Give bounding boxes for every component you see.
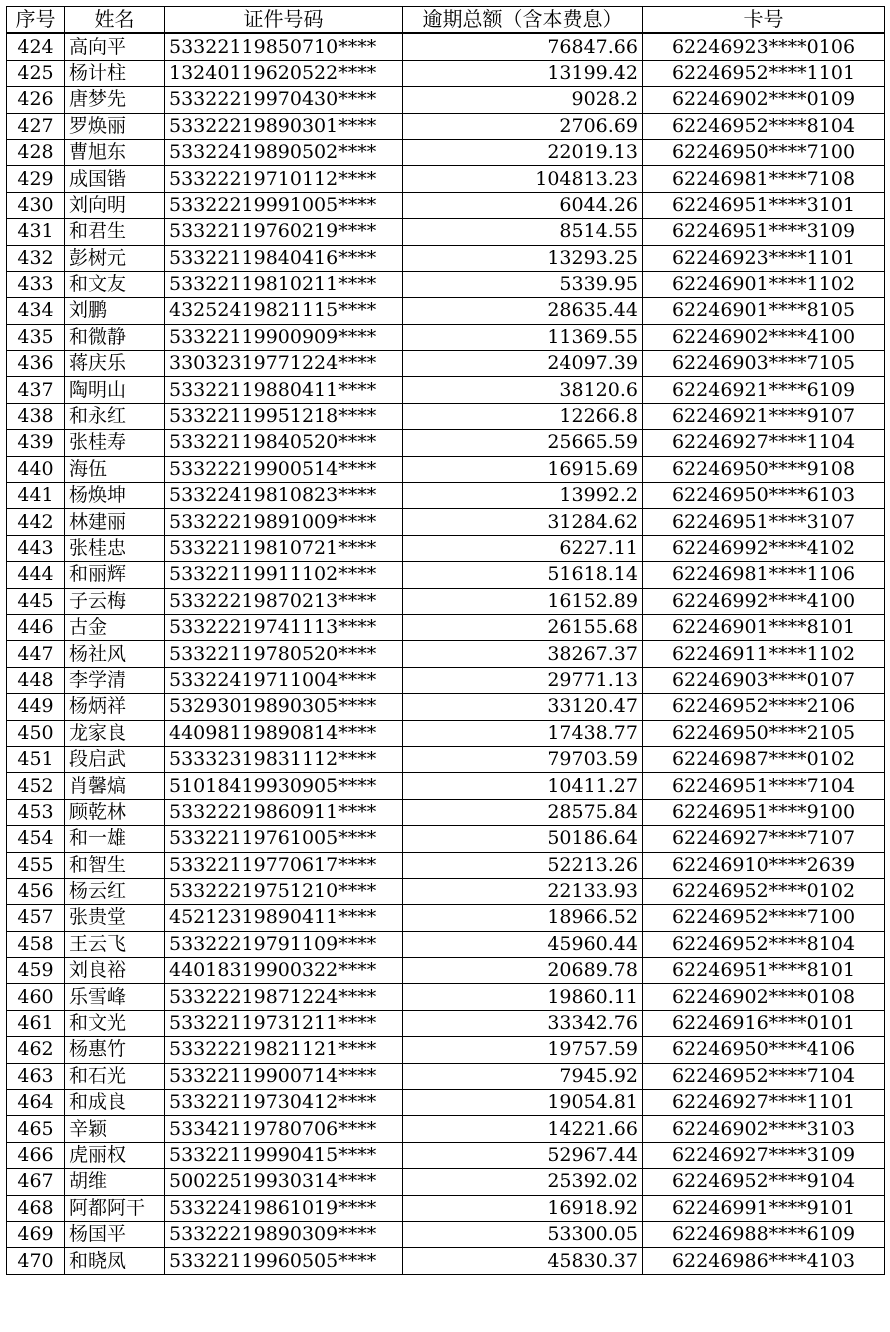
table-row <box>7 1169 885 1195</box>
cell-name: 杨炳祥 <box>65 694 165 720</box>
cell-card-number: 62246992****4100 <box>643 588 885 614</box>
cell-overdue-amount: 45830.37 <box>403 1248 643 1274</box>
cell-overdue-amount: 25392.02 <box>403 1169 643 1195</box>
cell-card-number: 62246901****8101 <box>643 614 885 640</box>
cell-seq: 456 <box>7 878 65 904</box>
cell-name: 蒋庆乐 <box>65 351 165 377</box>
cell-overdue-amount: 13199.42 <box>403 60 643 86</box>
cell-seq: 465 <box>7 1116 65 1142</box>
cell-card-number: 62246952****9104 <box>643 1169 885 1195</box>
cell-card-number: 62246950****7100 <box>643 139 885 165</box>
cell-id-number: 53322219970430**** <box>165 87 403 113</box>
table-row <box>7 483 885 509</box>
cell-id-number: 53322119780520**** <box>165 641 403 667</box>
table-row <box>7 720 885 746</box>
cell-card-number: 62246951****3107 <box>643 509 885 535</box>
table-row <box>7 1248 885 1274</box>
cell-overdue-amount: 33342.76 <box>403 1010 643 1036</box>
cell-card-number: 62246950****9108 <box>643 456 885 482</box>
cell-name: 杨焕坤 <box>65 483 165 509</box>
cell-card-number: 62246951****3109 <box>643 219 885 245</box>
cell-overdue-amount: 22133.93 <box>403 878 643 904</box>
table-row <box>7 614 885 640</box>
cell-seq: 466 <box>7 1142 65 1168</box>
cell-seq: 449 <box>7 694 65 720</box>
table-row <box>7 588 885 614</box>
cell-card-number: 62246901****8105 <box>643 298 885 324</box>
cell-card-number: 62246987****0102 <box>643 746 885 772</box>
header-seq: 序号 <box>7 7 65 34</box>
cell-overdue-amount: 79703.59 <box>403 746 643 772</box>
cell-name: 阿都阿干 <box>65 1195 165 1221</box>
cell-id-number: 53342119780706**** <box>165 1116 403 1142</box>
cell-id-number: 53322219821121**** <box>165 1037 403 1063</box>
cell-card-number: 62246992****4102 <box>643 535 885 561</box>
table-row <box>7 852 885 878</box>
cell-overdue-amount: 29771.13 <box>403 667 643 693</box>
cell-seq: 464 <box>7 1090 65 1116</box>
cell-seq: 447 <box>7 641 65 667</box>
cell-card-number: 62246986****4103 <box>643 1248 885 1274</box>
cell-seq: 448 <box>7 667 65 693</box>
cell-overdue-amount: 8514.55 <box>403 219 643 245</box>
cell-card-number: 62246952****0102 <box>643 878 885 904</box>
cell-seq: 432 <box>7 245 65 271</box>
cell-seq: 431 <box>7 219 65 245</box>
cell-card-number: 62246951****3101 <box>643 192 885 218</box>
cell-id-number: 53322419890502**** <box>165 139 403 165</box>
cell-id-number: 53322119731211**** <box>165 1010 403 1036</box>
cell-name: 张桂寿 <box>65 430 165 456</box>
table-row <box>7 298 885 324</box>
cell-name: 刘鹏 <box>65 298 165 324</box>
cell-seq: 470 <box>7 1248 65 1274</box>
cell-name: 刘良裕 <box>65 958 165 984</box>
cell-id-number: 53322219900514**** <box>165 456 403 482</box>
overdue-debtor-table <box>6 6 885 1275</box>
cell-overdue-amount: 19860.11 <box>403 984 643 1010</box>
cell-seq: 441 <box>7 483 65 509</box>
cell-card-number: 62246950****2105 <box>643 720 885 746</box>
cell-card-number: 62246952****8104 <box>643 113 885 139</box>
cell-id-number: 43252419821115**** <box>165 298 403 324</box>
cell-card-number: 62246991****9101 <box>643 1195 885 1221</box>
cell-seq: 438 <box>7 403 65 429</box>
cell-id-number: 53293019890305**** <box>165 694 403 720</box>
table-row <box>7 1037 885 1063</box>
cell-overdue-amount: 52213.26 <box>403 852 643 878</box>
table-row <box>7 87 885 113</box>
cell-name: 和石光 <box>65 1063 165 1089</box>
table-row <box>7 641 885 667</box>
cell-card-number: 62246921****6109 <box>643 377 885 403</box>
cell-card-number: 62246927****7107 <box>643 826 885 852</box>
cell-id-number: 53322219870213**** <box>165 588 403 614</box>
cell-card-number: 62246923****1101 <box>643 245 885 271</box>
cell-card-number: 62246902****0108 <box>643 984 885 1010</box>
cell-overdue-amount: 6227.11 <box>403 535 643 561</box>
cell-overdue-amount: 52967.44 <box>403 1142 643 1168</box>
cell-card-number: 62246923****0106 <box>643 33 885 60</box>
cell-seq: 467 <box>7 1169 65 1195</box>
cell-id-number: 53322119850710**** <box>165 33 403 60</box>
cell-name: 肖馨熇 <box>65 773 165 799</box>
cell-id-number: 53322119810211**** <box>165 271 403 297</box>
cell-seq: 461 <box>7 1010 65 1036</box>
cell-name: 彭树元 <box>65 245 165 271</box>
cell-overdue-amount: 10411.27 <box>403 773 643 799</box>
table-body <box>7 33 885 1274</box>
cell-name: 辛颖 <box>65 1116 165 1142</box>
cell-name: 乐雪峰 <box>65 984 165 1010</box>
cell-seq: 458 <box>7 931 65 957</box>
cell-card-number: 62246951****9100 <box>643 799 885 825</box>
cell-card-number: 62246902****4100 <box>643 324 885 350</box>
cell-card-number: 62246950****4106 <box>643 1037 885 1063</box>
cell-card-number: 62246952****7104 <box>643 1063 885 1089</box>
cell-seq: 450 <box>7 720 65 746</box>
cell-id-number: 53322219871224**** <box>165 984 403 1010</box>
cell-seq: 427 <box>7 113 65 139</box>
cell-id-number: 44098119890814**** <box>165 720 403 746</box>
cell-name: 陶明山 <box>65 377 165 403</box>
cell-id-number: 53322119900714**** <box>165 1063 403 1089</box>
cell-id-number: 50022519930314**** <box>165 1169 403 1195</box>
table-row <box>7 984 885 1010</box>
cell-card-number: 62246988****6109 <box>643 1221 885 1247</box>
table-row <box>7 931 885 957</box>
cell-id-number: 53322419861019**** <box>165 1195 403 1221</box>
header-overdue-amount: 逾期总额（含本费息） <box>403 7 643 34</box>
cell-name: 和一雄 <box>65 826 165 852</box>
header-card-number: 卡号 <box>643 7 885 34</box>
table-row <box>7 562 885 588</box>
cell-name: 和丽辉 <box>65 562 165 588</box>
cell-card-number: 62246927****3109 <box>643 1142 885 1168</box>
cell-name: 成国锴 <box>65 166 165 192</box>
cell-id-number: 53322119990415**** <box>165 1142 403 1168</box>
cell-id-number: 53322419711004**** <box>165 667 403 693</box>
cell-id-number: 53322219860911**** <box>165 799 403 825</box>
cell-overdue-amount: 19757.59 <box>403 1037 643 1063</box>
cell-id-number: 53322219741113**** <box>165 614 403 640</box>
cell-id-number: 53322119770617**** <box>165 852 403 878</box>
cell-overdue-amount: 38120.6 <box>403 377 643 403</box>
cell-name: 和智生 <box>65 852 165 878</box>
cell-seq: 443 <box>7 535 65 561</box>
table-row <box>7 746 885 772</box>
cell-seq: 452 <box>7 773 65 799</box>
cell-seq: 454 <box>7 826 65 852</box>
cell-card-number: 62246910****2639 <box>643 852 885 878</box>
cell-id-number: 53322119730412**** <box>165 1090 403 1116</box>
cell-name: 杨国平 <box>65 1221 165 1247</box>
cell-overdue-amount: 11369.55 <box>403 324 643 350</box>
table-row <box>7 773 885 799</box>
cell-name: 段启武 <box>65 746 165 772</box>
cell-overdue-amount: 28635.44 <box>403 298 643 324</box>
table-row <box>7 403 885 429</box>
cell-seq: 455 <box>7 852 65 878</box>
table-row <box>7 166 885 192</box>
cell-overdue-amount: 18966.52 <box>403 905 643 931</box>
table-row <box>7 430 885 456</box>
cell-id-number: 53322219710112**** <box>165 166 403 192</box>
cell-seq: 459 <box>7 958 65 984</box>
table-row <box>7 33 885 60</box>
cell-name: 和永红 <box>65 403 165 429</box>
cell-name: 张贵堂 <box>65 905 165 931</box>
cell-name: 张桂忠 <box>65 535 165 561</box>
cell-seq: 451 <box>7 746 65 772</box>
table-row <box>7 1010 885 1036</box>
cell-seq: 463 <box>7 1063 65 1089</box>
table-row <box>7 1142 885 1168</box>
table-row <box>7 219 885 245</box>
cell-card-number: 62246950****6103 <box>643 483 885 509</box>
cell-name: 和微静 <box>65 324 165 350</box>
cell-name: 杨社风 <box>65 641 165 667</box>
cell-name: 胡维 <box>65 1169 165 1195</box>
cell-card-number: 62246911****1102 <box>643 641 885 667</box>
cell-card-number: 62246916****0101 <box>643 1010 885 1036</box>
cell-overdue-amount: 76847.66 <box>403 33 643 60</box>
cell-id-number: 53322119840416**** <box>165 245 403 271</box>
cell-card-number: 62246902****3103 <box>643 1116 885 1142</box>
cell-seq: 436 <box>7 351 65 377</box>
cell-card-number: 62246903****0107 <box>643 667 885 693</box>
cell-id-number: 53322219890309**** <box>165 1221 403 1247</box>
cell-card-number: 62246951****8101 <box>643 958 885 984</box>
cell-id-number: 53322119900909**** <box>165 324 403 350</box>
cell-seq: 437 <box>7 377 65 403</box>
cell-name: 和成良 <box>65 1090 165 1116</box>
cell-name: 和君生 <box>65 219 165 245</box>
table-row <box>7 1195 885 1221</box>
cell-name: 海伍 <box>65 456 165 482</box>
cell-overdue-amount: 25665.59 <box>403 430 643 456</box>
cell-name: 杨计柱 <box>65 60 165 86</box>
cell-seq: 469 <box>7 1221 65 1247</box>
cell-overdue-amount: 17438.77 <box>403 720 643 746</box>
cell-overdue-amount: 13992.2 <box>403 483 643 509</box>
cell-overdue-amount: 9028.2 <box>403 87 643 113</box>
cell-overdue-amount: 16915.69 <box>403 456 643 482</box>
cell-name: 王云飞 <box>65 931 165 957</box>
cell-card-number: 62246981****1106 <box>643 562 885 588</box>
table-row <box>7 905 885 931</box>
cell-id-number: 53322219791109**** <box>165 931 403 957</box>
cell-id-number: 53322419810823**** <box>165 483 403 509</box>
cell-seq: 428 <box>7 139 65 165</box>
cell-name: 虎丽权 <box>65 1142 165 1168</box>
cell-seq: 424 <box>7 33 65 60</box>
cell-overdue-amount: 5339.95 <box>403 271 643 297</box>
table-row <box>7 113 885 139</box>
cell-card-number: 62246951****7104 <box>643 773 885 799</box>
cell-seq: 446 <box>7 614 65 640</box>
cell-overdue-amount: 20689.78 <box>403 958 643 984</box>
cell-name: 和文光 <box>65 1010 165 1036</box>
cell-name: 林建丽 <box>65 509 165 535</box>
cell-seq: 435 <box>7 324 65 350</box>
cell-id-number: 53332319831112**** <box>165 746 403 772</box>
cell-overdue-amount: 12266.8 <box>403 403 643 429</box>
cell-name: 曹旭东 <box>65 139 165 165</box>
cell-seq: 442 <box>7 509 65 535</box>
cell-id-number: 13240119620522**** <box>165 60 403 86</box>
cell-overdue-amount: 13293.25 <box>403 245 643 271</box>
cell-card-number: 62246901****1102 <box>643 271 885 297</box>
cell-seq: 434 <box>7 298 65 324</box>
cell-overdue-amount: 16152.89 <box>403 588 643 614</box>
table-row <box>7 535 885 561</box>
cell-name: 古金 <box>65 614 165 640</box>
cell-card-number: 62246981****7108 <box>643 166 885 192</box>
cell-overdue-amount: 33120.47 <box>403 694 643 720</box>
table-row <box>7 271 885 297</box>
table-header-row <box>7 7 885 34</box>
cell-overdue-amount: 28575.84 <box>403 799 643 825</box>
cell-seq: 426 <box>7 87 65 113</box>
cell-overdue-amount: 24097.39 <box>403 351 643 377</box>
table-row <box>7 667 885 693</box>
cell-seq: 460 <box>7 984 65 1010</box>
table-row <box>7 1221 885 1247</box>
cell-name: 子云梅 <box>65 588 165 614</box>
cell-card-number: 62246921****9107 <box>643 403 885 429</box>
cell-name: 唐梦先 <box>65 87 165 113</box>
cell-id-number: 53322219991005**** <box>165 192 403 218</box>
table-row <box>7 1063 885 1089</box>
header-id-number: 证件号码 <box>165 7 403 34</box>
cell-overdue-amount: 7945.92 <box>403 1063 643 1089</box>
cell-name: 罗焕丽 <box>65 113 165 139</box>
cell-card-number: 62246927****1101 <box>643 1090 885 1116</box>
cell-name: 刘向明 <box>65 192 165 218</box>
cell-id-number: 33032319771224**** <box>165 351 403 377</box>
cell-id-number: 45212319890411**** <box>165 905 403 931</box>
table-row <box>7 958 885 984</box>
cell-id-number: 53322219890301**** <box>165 113 403 139</box>
cell-seq: 439 <box>7 430 65 456</box>
cell-name: 龙家良 <box>65 720 165 746</box>
cell-name: 和文友 <box>65 271 165 297</box>
cell-seq: 440 <box>7 456 65 482</box>
cell-id-number: 53322219891009**** <box>165 509 403 535</box>
cell-seq: 444 <box>7 562 65 588</box>
cell-overdue-amount: 6044.26 <box>403 192 643 218</box>
cell-card-number: 62246902****0109 <box>643 87 885 113</box>
cell-overdue-amount: 53300.05 <box>403 1221 643 1247</box>
cell-id-number: 53322219751210**** <box>165 878 403 904</box>
cell-name: 李学清 <box>65 667 165 693</box>
cell-overdue-amount: 26155.68 <box>403 614 643 640</box>
cell-overdue-amount: 51618.14 <box>403 562 643 588</box>
table-row <box>7 694 885 720</box>
cell-id-number: 53322119911102**** <box>165 562 403 588</box>
table-row <box>7 456 885 482</box>
table-row <box>7 192 885 218</box>
cell-name: 顾乾林 <box>65 799 165 825</box>
cell-overdue-amount: 104813.23 <box>403 166 643 192</box>
table-row <box>7 245 885 271</box>
cell-overdue-amount: 38267.37 <box>403 641 643 667</box>
cell-seq: 433 <box>7 271 65 297</box>
cell-id-number: 53322119960505**** <box>165 1248 403 1274</box>
cell-seq: 430 <box>7 192 65 218</box>
table-row <box>7 324 885 350</box>
cell-card-number: 62246952****8104 <box>643 931 885 957</box>
cell-seq: 457 <box>7 905 65 931</box>
table-row <box>7 799 885 825</box>
cell-id-number: 51018419930905**** <box>165 773 403 799</box>
cell-overdue-amount: 19054.81 <box>403 1090 643 1116</box>
cell-overdue-amount: 2706.69 <box>403 113 643 139</box>
cell-seq: 453 <box>7 799 65 825</box>
cell-seq: 429 <box>7 166 65 192</box>
header-name: 姓名 <box>65 7 165 34</box>
cell-card-number: 62246952****1101 <box>643 60 885 86</box>
cell-id-number: 53322119761005**** <box>165 826 403 852</box>
cell-card-number: 62246952****7100 <box>643 905 885 931</box>
table-row <box>7 351 885 377</box>
cell-overdue-amount: 14221.66 <box>403 1116 643 1142</box>
table-row <box>7 139 885 165</box>
cell-card-number: 62246927****1104 <box>643 430 885 456</box>
table-row <box>7 878 885 904</box>
cell-id-number: 53322119951218**** <box>165 403 403 429</box>
cell-card-number: 62246903****7105 <box>643 351 885 377</box>
table-row <box>7 377 885 403</box>
table-row <box>7 1116 885 1142</box>
cell-id-number: 53322119880411**** <box>165 377 403 403</box>
table-row <box>7 826 885 852</box>
table-row <box>7 1090 885 1116</box>
cell-overdue-amount: 22019.13 <box>403 139 643 165</box>
cell-name: 和晓凤 <box>65 1248 165 1274</box>
cell-seq: 462 <box>7 1037 65 1063</box>
cell-overdue-amount: 16918.92 <box>403 1195 643 1221</box>
cell-name: 杨云红 <box>65 878 165 904</box>
cell-seq: 425 <box>7 60 65 86</box>
cell-name: 高向平 <box>65 33 165 60</box>
cell-seq: 468 <box>7 1195 65 1221</box>
cell-seq: 445 <box>7 588 65 614</box>
cell-overdue-amount: 45960.44 <box>403 931 643 957</box>
cell-card-number: 62246952****2106 <box>643 694 885 720</box>
table-row <box>7 60 885 86</box>
cell-overdue-amount: 31284.62 <box>403 509 643 535</box>
cell-name: 杨惠竹 <box>65 1037 165 1063</box>
cell-id-number: 53322119810721**** <box>165 535 403 561</box>
cell-id-number: 53322119760219**** <box>165 219 403 245</box>
cell-id-number: 53322119840520**** <box>165 430 403 456</box>
cell-id-number: 44018319900322**** <box>165 958 403 984</box>
cell-overdue-amount: 50186.64 <box>403 826 643 852</box>
table-row <box>7 509 885 535</box>
